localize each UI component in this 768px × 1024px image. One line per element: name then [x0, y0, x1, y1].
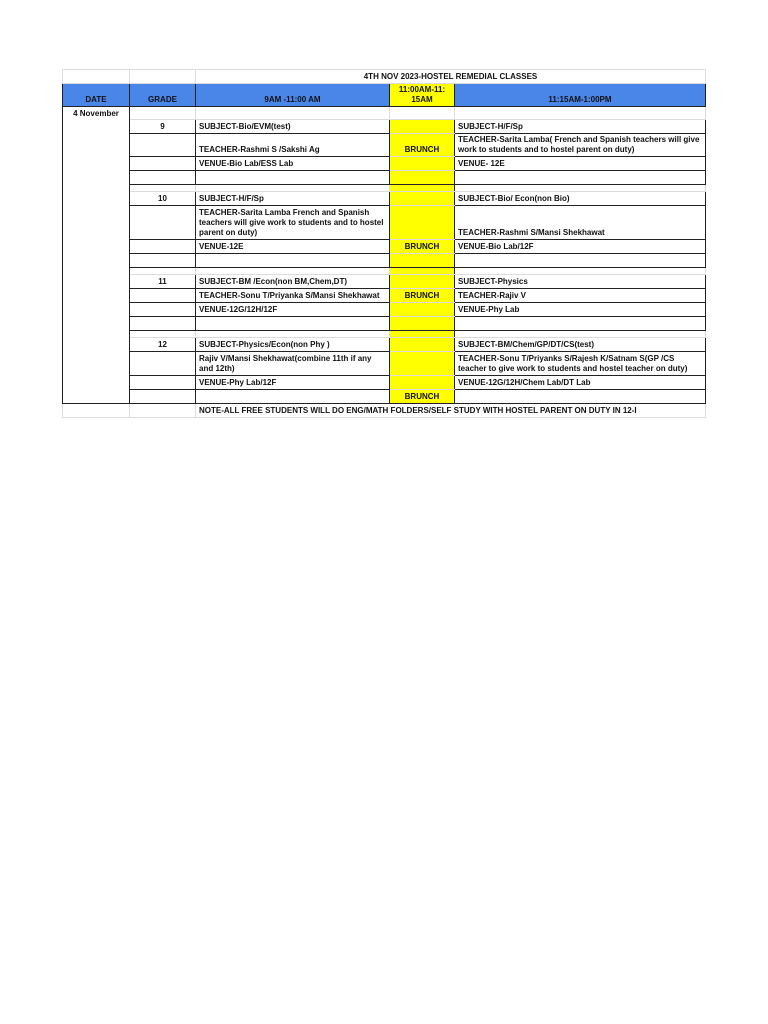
slot1-teacher-cell[interactable]: Rajiv V/Mansi Shekhawat(combine 11th if any and 12th): [196, 352, 390, 376]
schedule-table: [62, 69, 706, 418]
brunch-cell[interactable]: BRUNCH: [390, 240, 455, 254]
slot1-empty-cell[interactable]: [196, 317, 390, 331]
date-column-cell: [63, 352, 130, 376]
date-column-cell: [63, 134, 130, 157]
slot1-subject-cell[interactable]: SUBJECT-BM /Econ(non BM,Chem,DT): [196, 275, 390, 289]
spacer-row: [63, 268, 706, 275]
date-column-cell: [63, 317, 130, 331]
grade-empty-cell[interactable]: [130, 134, 196, 157]
grade-empty-cell[interactable]: [130, 254, 196, 268]
grade-12-venue-row: [63, 376, 706, 390]
break-empty-cell[interactable]: [390, 206, 455, 240]
break-empty-cell[interactable]: [390, 157, 455, 171]
slot2-teacher-cell[interactable]: TEACHER-Sarita Lamba( French and Spanish teachers will give work to students and to hostel parent on duty): [455, 134, 706, 157]
date-column-cell: [63, 157, 130, 171]
slot1-subject-cell[interactable]: SUBJECT-Physics/Econ(non Phy ): [196, 338, 390, 352]
title-row: [63, 70, 706, 84]
date-cell[interactable]: 4 November: [63, 107, 130, 120]
grade-12-blank-row: [63, 390, 706, 404]
break-empty-cell[interactable]: [390, 192, 455, 206]
grade-cell[interactable]: 12: [130, 338, 196, 352]
grade-empty-cell[interactable]: [130, 303, 196, 317]
slot1-venue-cell[interactable]: VENUE-12E: [196, 240, 390, 254]
break-empty-cell[interactable]: [390, 338, 455, 352]
spacer-row: [63, 331, 706, 338]
slot2-teacher-cell[interactable]: TEACHER-Rashmi S/Mansi Shekhawat: [455, 206, 706, 240]
grade-empty-cell[interactable]: [130, 171, 196, 185]
grade-11-blank-row: [63, 317, 706, 331]
grade-9-subject-row: [63, 120, 706, 134]
slot1-empty-cell[interactable]: [196, 254, 390, 268]
brunch-cell[interactable]: BRUNCH: [390, 134, 455, 157]
grade-9-venue-row: [63, 157, 706, 171]
slot2-empty-cell[interactable]: [455, 171, 706, 185]
slot1-venue-cell[interactable]: VENUE-12G/12H/12F: [196, 303, 390, 317]
header-grade[interactable]: GRADE: [130, 84, 196, 107]
slot2-subject-cell[interactable]: SUBJECT-Physics: [455, 275, 706, 289]
grade-empty-cell[interactable]: [130, 376, 196, 390]
sheet-title[interactable]: 4TH NOV 2023-HOSTEL REMEDIAL CLASSES: [196, 70, 706, 84]
date-column-cell: [63, 240, 130, 254]
grade-9-blank-row: [63, 171, 706, 185]
date-column-cell: [63, 289, 130, 303]
slot2-subject-cell[interactable]: SUBJECT-BM/Chem/GP/DT/CS(test): [455, 338, 706, 352]
date-column-cell: [63, 338, 130, 352]
date-column-cell: [63, 192, 130, 206]
break-empty-cell[interactable]: [390, 376, 455, 390]
break-empty-cell[interactable]: [390, 317, 455, 331]
slot2-venue-cell[interactable]: VENUE-Phy Lab: [455, 303, 706, 317]
grade-10-teacher-row: [63, 206, 706, 240]
grade-empty-cell[interactable]: [130, 390, 196, 404]
header-slot1[interactable]: 9AM -11:00 AM: [196, 84, 390, 107]
grade-empty-cell[interactable]: [130, 317, 196, 331]
slot1-venue-cell[interactable]: VENUE-Phy Lab/12F: [196, 376, 390, 390]
grade-10-subject-row: [63, 192, 706, 206]
break-empty-cell[interactable]: [390, 254, 455, 268]
date-column-cell: [63, 254, 130, 268]
break-empty-cell[interactable]: [390, 275, 455, 289]
grade-10-blank-row: [63, 254, 706, 268]
date-column-cell: [63, 390, 130, 404]
slot2-subject-cell[interactable]: SUBJECT-H/F/Sp: [455, 120, 706, 134]
header-date[interactable]: DATE: [63, 84, 130, 107]
break-empty-cell[interactable]: [390, 352, 455, 376]
grade-9-teacher-row: [63, 134, 706, 157]
grade-empty-cell[interactable]: [130, 206, 196, 240]
slot1-venue-cell[interactable]: VENUE-Bio Lab/ESS Lab: [196, 157, 390, 171]
break-empty-cell[interactable]: [390, 303, 455, 317]
header-slot2[interactable]: 11:15AM-1:00PM: [455, 84, 706, 107]
grade-cell[interactable]: 10: [130, 192, 196, 206]
grade-cell[interactable]: 11: [130, 275, 196, 289]
grade-empty-cell[interactable]: [130, 352, 196, 376]
slot2-venue-cell[interactable]: VENUE- 12E: [455, 157, 706, 171]
date-column-cell: [63, 303, 130, 317]
slot2-empty-cell[interactable]: [455, 390, 706, 404]
break-empty-cell[interactable]: [390, 171, 455, 185]
slot1-teacher-cell[interactable]: TEACHER-Sonu T/Priyanka S/Mansi Shekhawat: [196, 289, 390, 303]
break-empty-cell[interactable]: [390, 120, 455, 134]
slot1-teacher-cell[interactable]: TEACHER-Rashmi S /Sakshi Ag: [196, 134, 390, 157]
grade-11-teacher-row: [63, 289, 706, 303]
slot2-venue-cell[interactable]: VENUE-Bio Lab/12F: [455, 240, 706, 254]
spacer-row: [63, 185, 706, 192]
header-row: [63, 84, 706, 107]
grade-empty-cell[interactable]: [130, 289, 196, 303]
grade-groups: [63, 120, 706, 404]
slot1-teacher-cell[interactable]: TEACHER-Sarita Lamba French and Spanish teachers will give work to students and to hostel parent on duty): [196, 206, 390, 240]
grade-empty-cell[interactable]: [130, 240, 196, 254]
slot2-teacher-cell[interactable]: TEACHER-Rajiv V: [455, 289, 706, 303]
slot2-subject-cell[interactable]: SUBJECT-Bio/ Econ(non Bio): [455, 192, 706, 206]
note-row: [63, 404, 706, 418]
date-column-cell: [63, 120, 130, 134]
date-column-cell: [63, 275, 130, 289]
note-text[interactable]: NOTE-ALL FREE STUDENTS WILL DO ENG/MATH FOLDERS/SELF STUDY WITH HOSTEL PARENT ON DUTY IN 12-I: [196, 404, 706, 418]
slot1-subject-cell[interactable]: SUBJECT-H/F/Sp: [196, 192, 390, 206]
slot2-venue-cell[interactable]: VENUE-12G/12H/Chem Lab/DT Lab: [455, 376, 706, 390]
header-break[interactable]: 11:00AM-11: 15AM: [390, 84, 455, 107]
slot2-teacher-cell[interactable]: TEACHER-Sonu T/Priyanks S/Rajesh K/Satnam S(GP /CS teacher to give work to students and hostel teacher on duty): [455, 352, 706, 376]
slot1-subject-cell[interactable]: SUBJECT-Bio/EVM(test): [196, 120, 390, 134]
grade-11-venue-row: [63, 303, 706, 317]
date-column-cell: [63, 376, 130, 390]
brunch-cell[interactable]: BRUNCH: [390, 390, 455, 404]
grade-11-subject-row: [63, 275, 706, 289]
grade-empty-cell[interactable]: [130, 157, 196, 171]
grade-10-venue-row: [63, 240, 706, 254]
grade-12-subject-row: [63, 338, 706, 352]
grade-cell[interactable]: 9: [130, 120, 196, 134]
date-column-cell: [63, 171, 130, 185]
date-column-cell: [63, 206, 130, 240]
slot1-empty-cell[interactable]: [196, 390, 390, 404]
slot2-empty-cell[interactable]: [455, 317, 706, 331]
date-row: [63, 107, 706, 120]
slot1-empty-cell[interactable]: [196, 171, 390, 185]
slot2-empty-cell[interactable]: [455, 254, 706, 268]
brunch-cell[interactable]: BRUNCH: [390, 289, 455, 303]
grade-12-teacher-row: [63, 352, 706, 376]
